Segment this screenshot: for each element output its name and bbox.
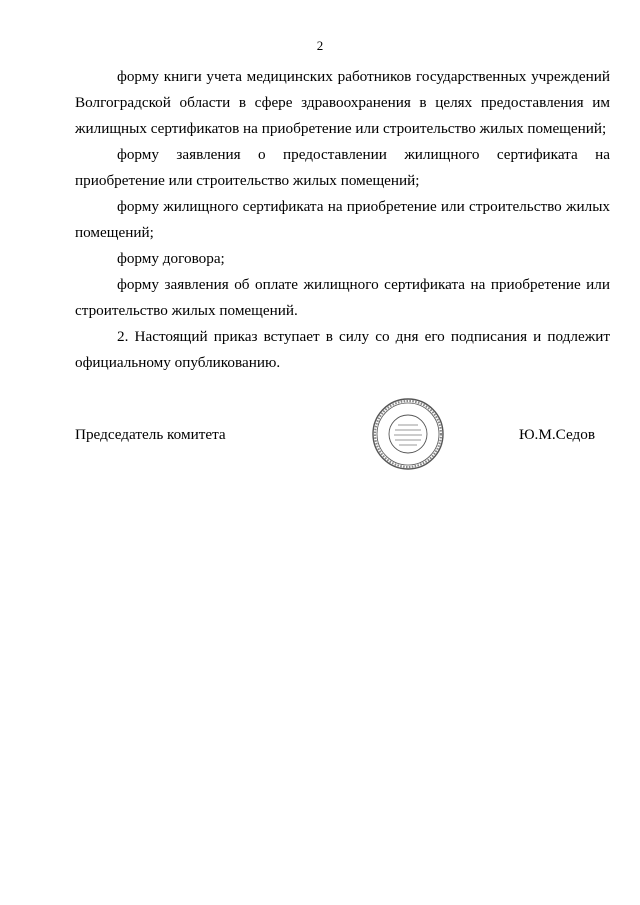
paragraph-certificate-form: форму жилищного сертификата на приобретение или строительство жилых помещений; xyxy=(75,198,610,241)
paragraph-order-effective: 2. Настоящий приказ вступает в силу со дня его подписания и подлежит официальному опубликованию. xyxy=(75,328,610,371)
signatory-title: Председатель комитета xyxy=(75,426,226,443)
document-body xyxy=(75,64,610,376)
signatory-name: Ю.М.Седов xyxy=(518,426,595,443)
signature-block xyxy=(75,426,595,446)
page-number: 2 xyxy=(316,38,324,53)
paragraph-application-form: форму заявления о предоставлении жилищного сертификата на приобретение или строительство жилых помещений; xyxy=(75,146,610,189)
official-seal-stamp xyxy=(371,397,445,471)
paragraph-book-form: форму книги учета медицинских работников государственных учреждений Волгоградской области в сфере здравоохранения в целях предоставления им жилищных сертификатов на приобретение или строительство жилых помещений; xyxy=(75,68,610,137)
seal-graphic xyxy=(371,397,445,471)
paragraph-payment-application-form: форму заявления об оплате жилищного сертификата на приобретение или строительство жилых помещений. xyxy=(75,276,610,319)
paragraph-contract-form: форму договора; xyxy=(117,250,225,267)
